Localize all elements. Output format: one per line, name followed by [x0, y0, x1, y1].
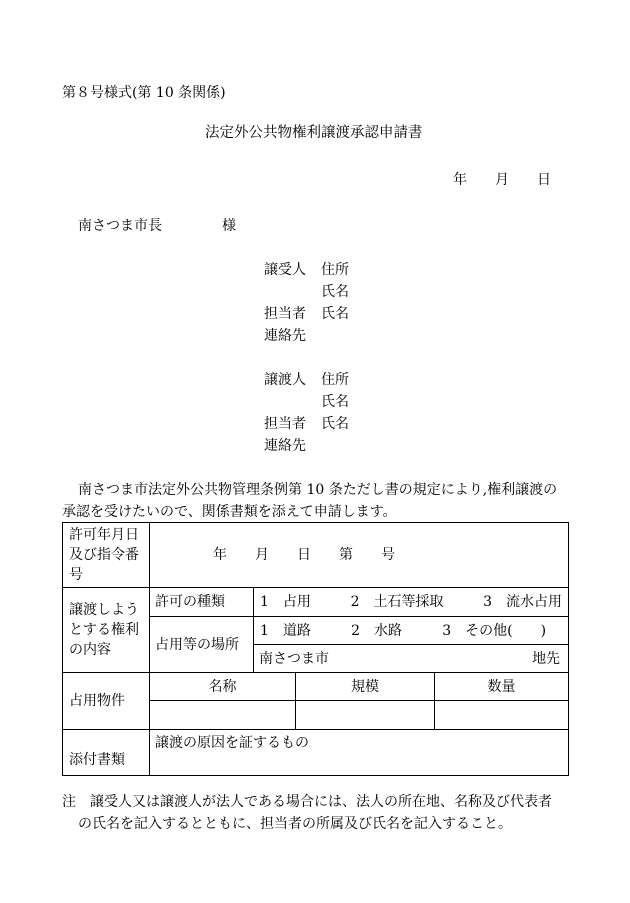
- permit-label-line-2: 及び指令番: [69, 547, 139, 563]
- assignor-contact-label: 連絡先: [264, 438, 306, 454]
- permit-type-label: [150, 588, 254, 617]
- addressee-name: 南さつま市長: [78, 218, 162, 234]
- rights-label-line-2: とする権利: [69, 622, 139, 638]
- location-type-options[interactable]: [254, 617, 569, 645]
- date-line: 年 月 日: [453, 172, 551, 188]
- occupied-header-scale: 規模: [296, 673, 435, 701]
- occupied-quantity-input[interactable]: [435, 701, 569, 730]
- application-table: [62, 522, 569, 776]
- permit-type-option-2[interactable]: 2 土石等採取: [350, 594, 444, 610]
- permit-type-option-3[interactable]: 3 流水占用: [483, 594, 563, 610]
- permit-label: [63, 523, 150, 588]
- assignor-contact-person-role: 担当者: [264, 416, 306, 432]
- attachments-label: [63, 730, 150, 776]
- attachments-value-cell[interactable]: [150, 730, 569, 776]
- assignor-role: 譲渡人: [264, 372, 306, 388]
- assignor-name-label: 氏名: [321, 394, 349, 410]
- assignee-contact-label: 連絡先: [264, 328, 306, 344]
- rights-label-line-1: 譲渡しよう: [69, 602, 139, 618]
- occupied-header-name: 名称: [150, 673, 296, 701]
- attachments-row: [63, 730, 569, 776]
- assignee-contact-person-name-label: 氏名: [321, 306, 349, 322]
- attachments-value: 譲渡の原因を証するもの: [155, 735, 309, 751]
- occupied-header-quantity: 数量: [435, 673, 569, 701]
- assignor-address-label: 住所: [321, 372, 349, 388]
- permit-label-line-3: 号: [69, 567, 83, 583]
- addressee-honorific: 様: [222, 218, 236, 234]
- body-text-line-1: 南さつま市法定外公共物管理条例第 10 条ただし書の規定により,権利譲渡の: [78, 482, 558, 498]
- assignor-contact-person-name-label: 氏名: [321, 416, 349, 432]
- rights-label-line-3: の内容: [69, 642, 111, 658]
- location-city: 南さつま市: [259, 650, 329, 667]
- location-address-cell[interactable]: [254, 645, 569, 673]
- location-type-option-3[interactable]: 3 その他( ): [442, 622, 547, 639]
- body-text-line-2: 承認を受けたいので、関係書類を添えて申請します。: [62, 504, 397, 520]
- permit-row: [63, 523, 569, 588]
- permit-value: 年 月 日 第 号: [213, 547, 395, 563]
- note-line-2: の氏名を記入するとともに、担当者の所属及び氏名を記入すること。: [78, 816, 512, 832]
- permit-type-label-text: 許可の種類: [155, 594, 225, 610]
- note-line-1: 注 譲受人又は譲渡人が法人である場合には、法人の所在地、名称及び代表者: [62, 794, 552, 810]
- assignee-role: 譲受人: [264, 262, 306, 278]
- permit-label-line-1: 許可年月日: [69, 527, 139, 543]
- form-title: 法定外公共物権利譲渡承認申請書: [205, 125, 423, 141]
- location-label: [150, 617, 254, 673]
- assignee-name-label: 氏名: [321, 284, 349, 300]
- occupied-header-row: [63, 673, 569, 701]
- occupied-name-input[interactable]: [150, 701, 296, 730]
- assignee-address-label: 住所: [321, 262, 349, 278]
- permit-value-cell[interactable]: [150, 523, 569, 588]
- form-number: 第８号様式(第 10 条関係): [62, 85, 226, 101]
- permit-type-options[interactable]: [254, 588, 569, 617]
- assignee-contact-person-role: 担当者: [264, 306, 306, 322]
- occupied-scale-input[interactable]: [296, 701, 435, 730]
- permit-type-row: [63, 588, 569, 617]
- location-type-option-2[interactable]: 2 水路: [351, 622, 403, 639]
- attachments-label-text: 添付書類: [69, 752, 125, 768]
- occupied-label-text: 占用物件: [69, 693, 125, 709]
- rights-label: [63, 588, 150, 673]
- occupied-label: [63, 673, 150, 730]
- location-label-text: 占用等の場所: [155, 636, 239, 653]
- location-type-option-1[interactable]: 1 道路: [260, 622, 311, 639]
- permit-type-option-1[interactable]: 1 占用: [260, 594, 311, 610]
- location-suffix: 地先: [532, 650, 561, 667]
